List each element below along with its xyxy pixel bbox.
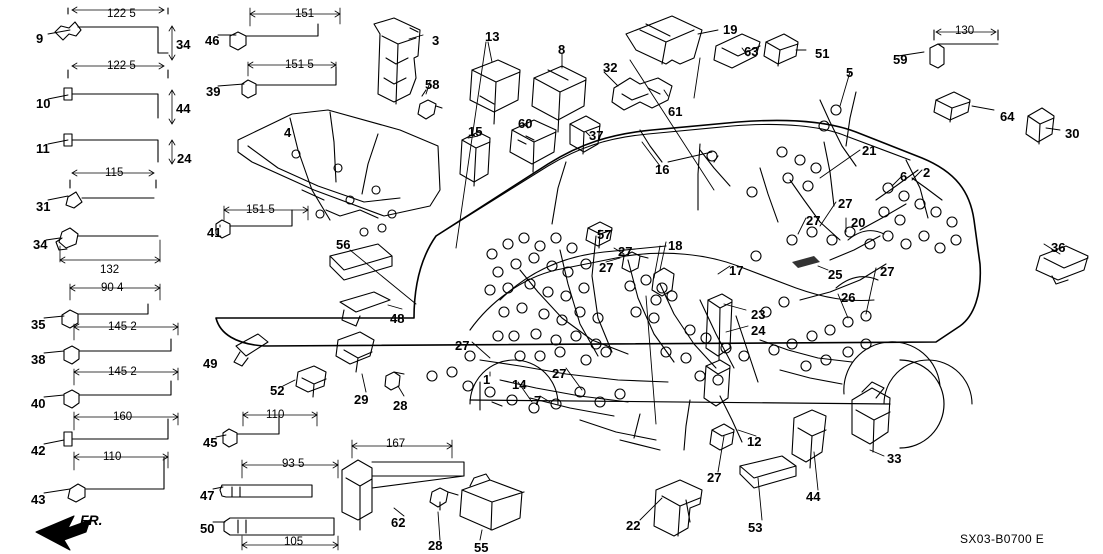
dimension-122-5-a: 122 5 <box>107 8 136 20</box>
part-label-45: 45 <box>203 435 218 450</box>
dimension-132: 132 <box>100 264 120 276</box>
part-label-4: 4 <box>284 125 292 140</box>
part-label-2: 2 <box>923 165 931 180</box>
dimension-167: 167 <box>386 438 406 450</box>
part-label-56: 56 <box>336 237 351 252</box>
part-label-50: 50 <box>200 521 215 536</box>
part-label-27-c: 27 <box>618 244 633 259</box>
part-label-64: 64 <box>1000 109 1015 124</box>
dimension-93-5: 93 5 <box>282 458 305 470</box>
dimension-151-5-b: 151 5 <box>246 204 275 216</box>
part-label-36: 36 <box>1051 240 1066 255</box>
part-label-40: 40 <box>31 396 46 411</box>
part-label-42: 42 <box>31 443 46 458</box>
part-label-17: 17 <box>729 263 744 278</box>
front-direction-marker: FR. <box>80 512 103 528</box>
part-label-27-a: 27 <box>838 196 853 211</box>
part-label-62: 62 <box>391 515 406 530</box>
dimension-145-2-a: 145 2 <box>108 321 137 333</box>
part-label-18: 18 <box>668 238 683 253</box>
part-label-57: 57 <box>597 227 612 242</box>
dimension-160: 160 <box>113 411 133 423</box>
part-label-33: 33 <box>887 451 902 466</box>
dimension-110-a: 110 <box>266 409 285 421</box>
part-label-38: 38 <box>31 352 46 367</box>
part-label-34-left: 34 <box>33 237 48 252</box>
part-label-61: 61 <box>668 104 683 119</box>
part-label-15: 15 <box>468 124 483 139</box>
part-label-5: 5 <box>846 65 854 80</box>
part-label-39: 39 <box>206 84 221 99</box>
part-label-46: 46 <box>205 33 220 48</box>
part-label-27-f: 27 <box>455 338 470 353</box>
part-label-60: 60 <box>518 116 533 131</box>
part-label-11: 11 <box>36 141 50 156</box>
part-label-29: 29 <box>354 392 369 407</box>
part-label-28-a: 28 <box>393 398 408 413</box>
part-label-27-b: 27 <box>806 213 821 228</box>
part-label-16: 16 <box>655 162 670 177</box>
part-label-41: 41 <box>207 225 222 240</box>
part-label-27-d: 27 <box>599 260 614 275</box>
part-label-1: 1 <box>483 372 491 387</box>
dimension-105: 105 <box>284 536 304 548</box>
part-label-28-b: 28 <box>428 538 443 553</box>
part-label-10: 10 <box>36 96 51 111</box>
dimension-151: 151 <box>295 8 315 20</box>
dimension-90-4: 90 4 <box>101 282 124 294</box>
part-label-51: 51 <box>815 46 830 61</box>
part-label-12: 12 <box>747 434 762 449</box>
part-label-44-dim: 44 <box>176 101 191 116</box>
part-label-13: 13 <box>485 29 500 44</box>
part-label-47: 47 <box>200 488 215 503</box>
part-label-19: 19 <box>723 22 738 37</box>
part-label-21: 21 <box>862 143 877 158</box>
dimension-110-b: 110 <box>103 451 122 463</box>
part-label-34-top: 34 <box>176 37 191 52</box>
part-label-26: 26 <box>841 290 856 305</box>
part-label-24: 24 <box>751 323 766 338</box>
part-label-55: 55 <box>474 540 489 554</box>
part-label-27-h: 27 <box>707 470 722 485</box>
part-label-52: 52 <box>270 383 285 398</box>
dimension-145-2-b: 145 2 <box>108 366 137 378</box>
drawing-code: SX03-B0700 E <box>960 532 1045 546</box>
part-label-23: 23 <box>751 307 766 322</box>
part-label-31: 31 <box>36 199 51 214</box>
part-label-30: 30 <box>1065 126 1080 141</box>
part-label-49: 49 <box>203 356 218 371</box>
dimension-122-5-b: 122 5 <box>107 60 136 72</box>
part-label-25: 25 <box>828 267 843 282</box>
part-label-63: 63 <box>744 44 759 59</box>
part-label-58: 58 <box>425 77 440 92</box>
part-label-20: 20 <box>851 215 866 230</box>
part-label-22: 22 <box>626 518 641 533</box>
part-label-9: 9 <box>36 31 44 46</box>
part-label-53: 53 <box>748 520 763 535</box>
part-label-32: 32 <box>603 60 618 75</box>
part-label-35: 35 <box>31 317 46 332</box>
part-label-48: 48 <box>390 311 405 326</box>
dimension-130: 130 <box>955 25 975 37</box>
part-label-8: 8 <box>558 42 566 57</box>
part-label-59: 59 <box>893 52 908 67</box>
dimension-115: 115 <box>105 167 124 179</box>
part-label-3: 3 <box>432 33 440 48</box>
part-label-44: 44 <box>806 489 821 504</box>
dimension-151-5-a: 151 5 <box>285 59 314 71</box>
part-label-27-e: 27 <box>880 264 895 279</box>
part-label-7: 7 <box>534 393 542 408</box>
part-label-37: 37 <box>589 128 604 143</box>
part-label-6: 6 <box>900 169 908 184</box>
part-label-43: 43 <box>31 492 46 507</box>
part-label-24-dim: 24 <box>177 151 192 166</box>
part-label-27-g: 27 <box>552 366 567 381</box>
part-label-14: 14 <box>512 377 527 392</box>
